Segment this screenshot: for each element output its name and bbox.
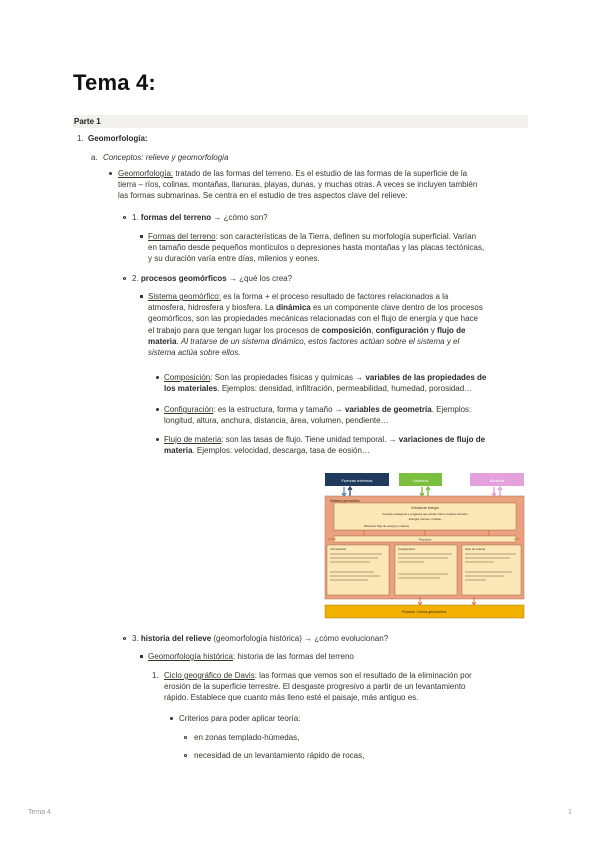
- footer-title: Tema 4: [28, 809, 51, 816]
- list-item: Sistema geomórfico: es la forma + el proceso resultado de factores relacionados a la atmosfera, hidrosfera y biosfera. La dinámica es un componente clave dentro de los procesos geomórficos, son las propiedades mecánicas relacionadas con el flujo de energía y que hace el trabajo para que tengan lugar los procesos de composición, configuración y flujo de materia. Al tratarse de un sistema dinámico, estos factores actúan sobre el sistema y el sistema actúa sobre ellos.: [148, 292, 483, 358]
- bullet: [123, 277, 126, 280]
- energy-line2: Energía, fuerzas y trabajo: [408, 517, 442, 521]
- list-item: Ciclo geográfico de Davis: las formas que vemos son el resultado de la eliminación por erosión de la superficie terrestre. El desgaste progresivo a partir de un levantamiento rápido. Establece que cuanto más lleno esté el paisaje, más antiguo es.: [164, 671, 472, 703]
- arrow-navy-2: [342, 487, 346, 496]
- energy-title: Entrada de energía: [411, 506, 439, 510]
- list-item: en zonas templado-húmedas,: [194, 733, 300, 742]
- top-label-pink: Biosfera: [489, 478, 505, 483]
- geomorphic-system-diagram: [324, 470, 527, 620]
- bullet: [140, 295, 143, 298]
- list-item: Geomorfología histórica: historia de las formas del terreno: [148, 652, 354, 661]
- bullet: [170, 717, 173, 720]
- bullet: [156, 376, 159, 379]
- list-item: 3. historia del relieve (geomorfología histórica) → ¿cómo evolucionan?: [132, 634, 389, 643]
- list-number: 1.: [152, 671, 159, 680]
- section-heading: Geomorfología:: [88, 134, 148, 143]
- list-item: Criterios para poder aplicar teoría:: [179, 714, 301, 723]
- process-band-title: Procesos: [418, 537, 432, 542]
- arrow-green-2: [426, 487, 430, 496]
- arrow-pink: [492, 487, 496, 496]
- arrow-navy: [348, 487, 352, 496]
- col-box-3: [462, 545, 521, 595]
- main-system-title: Sistema geomórfico: [330, 499, 360, 503]
- col-title-2: Configuración: [398, 547, 416, 551]
- bullet: [123, 637, 126, 640]
- top-label-navy: Fuerzas externas: [341, 478, 373, 483]
- energy-line1: Fuerzas endógenas y exógenas que actúan sobre el relieve terrestre: [382, 512, 468, 516]
- bottom-label: Proceso / forma geomórfica: [401, 610, 447, 614]
- bullet: [123, 216, 126, 219]
- bullet: [140, 235, 143, 238]
- bullet: [184, 736, 187, 739]
- col-title-3: Flujo de materia: [465, 547, 486, 551]
- subsection-heading: Conceptos: relieve y geomorfologia: [103, 153, 229, 162]
- col-box-1: [327, 545, 389, 595]
- list-item: necesidad de un levantamiento rápido de rocas,: [194, 751, 365, 760]
- part-heading: Parte 1: [73, 115, 528, 128]
- list-item: Formas del terreno: son características de la Tierra, definen su morfología superficial. Varían en tamaño desde pequeños montículos o depresiones hasta montañas y las placas tectónicas, y su duración varía entre días, milenios y eones.: [148, 232, 485, 264]
- page-number: 1: [568, 809, 572, 816]
- bullet: [109, 172, 112, 175]
- bullet: [156, 408, 159, 411]
- page-title: Tema 4:: [73, 70, 156, 95]
- list-item: 2. procesos geomórficos → ¿qué los crea?: [132, 274, 293, 283]
- arrow-green: [420, 487, 424, 496]
- list-item: 1. formas del terreno → ¿cómo son?: [132, 213, 268, 222]
- col-box-2: [395, 545, 457, 595]
- list-item: Flujo de materia: son las tasas de flujo. Tiene unidad temporal. → variaciones de flujo de materia. Ejemplos: velocidad, descarga, tasa de eosión…: [164, 435, 486, 456]
- list-item: Composición: Son las propiedades físicas y químicas → variables de las propiedades de los materiales. Ejemplos: densidad, infiltración, permeabilidad, humedad, porosidad…: [164, 373, 487, 394]
- list-item: Configuración: es la estructura, forma y tamaño → variables de geometría. Ejemplos: longitud, altura, anchura, distancia, área, volumen, pendiente…: [164, 405, 472, 426]
- list-letter: a.: [91, 153, 98, 162]
- bullet: [184, 754, 187, 757]
- bullet: [156, 438, 159, 441]
- bullet: [140, 655, 143, 658]
- list-item: Geomorfología: tratado de las formas del terreno. Es el estudio de las formas de la superficie de la tierra – ríos, colinas, montañas, llanuras, playas, dunas, y muchas otras. A veces se incluyen también las formas submarinas. Se centra en el estudio de tres aspectos clave del relieve:: [118, 169, 478, 201]
- energy-line3: Dinámica: flujo de energía y materia: [364, 524, 409, 528]
- top-label-green: Litosfera: [412, 478, 429, 483]
- col-title-1: Composición: [330, 547, 347, 551]
- list-number: 1.: [77, 134, 84, 143]
- arrow-pink-2: [498, 487, 502, 496]
